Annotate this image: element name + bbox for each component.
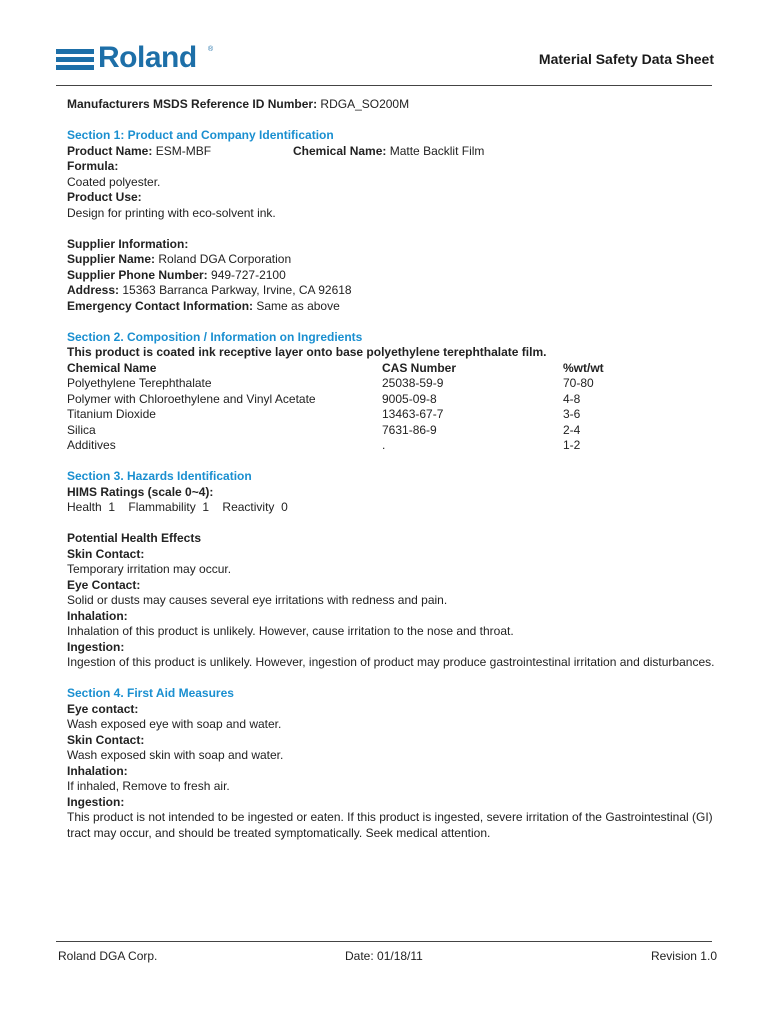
supplier-name-value: Roland DGA Corporation xyxy=(158,252,292,266)
product-name-value: ESM-MBF xyxy=(155,143,212,158)
emergency-line xyxy=(67,299,717,315)
ingredients-header-wt: %wt/wt xyxy=(563,360,604,375)
emergency-label: Emergency Contact Information: xyxy=(67,298,254,313)
logo-stripes-icon xyxy=(56,49,94,71)
footer-rule xyxy=(56,941,712,942)
ingredient-name: Polymer with Chloroethylene and Vinyl Acetate xyxy=(67,391,316,406)
health-effects-label: Potential Health Effects xyxy=(67,531,202,545)
ingredient-name: Additives xyxy=(67,438,116,452)
skin-contact-text: Temporary irritation may occur. xyxy=(67,562,232,576)
footer-date: Date: 01/18/11 xyxy=(345,949,423,963)
reference-id-value: RDGA_SO200M xyxy=(320,97,410,111)
ingestion-label: Ingestion: xyxy=(67,639,125,654)
first-aid-ingestion-text: This product is not intended to be ingested or eaten. If this product is ingested, severe irritation of the Gastrointestinal (GI) tract may occur, and should be treated symptomatically. Seek medical attention. xyxy=(67,810,713,840)
formula-label: Formula: xyxy=(67,159,119,173)
supplier-phone-line xyxy=(67,268,717,284)
ingredient-wt: 1-2 xyxy=(563,438,581,452)
first-aid-skin-label: Skin Contact: xyxy=(67,732,145,747)
composition-intro: This product is coated ink receptive layer onto base polyethylene terephthalate film. xyxy=(67,345,547,359)
ingredient-row xyxy=(67,376,717,392)
ingredient-row xyxy=(67,438,717,454)
ingredient-cas: 25038-59-9 xyxy=(382,376,444,390)
hims-ratings xyxy=(67,500,717,516)
product-name-line xyxy=(67,144,717,160)
roland-logo xyxy=(56,41,216,76)
address-label: Address: xyxy=(67,283,120,297)
hims-health: Health 1 xyxy=(67,500,116,514)
formula-value: Coated polyester. xyxy=(67,174,161,189)
document-title: Material Safety Data Sheet xyxy=(538,51,714,67)
eye-contact-text: Solid or dusts may causes several eye irritations with redness and pain. xyxy=(67,593,448,607)
ingredient-wt: 3-6 xyxy=(563,407,581,421)
ingredient-cas: 9005-09-8 xyxy=(382,391,437,406)
supplier-name-label: Supplier Name: xyxy=(67,252,156,266)
ingredient-wt: 70-80 xyxy=(563,376,594,390)
first-aid-eye-text: Wash exposed eye with soap and water. xyxy=(67,717,282,731)
reference-id-label: Manufacturers MSDS Reference ID Number: xyxy=(67,97,318,111)
supplier-name-line xyxy=(67,252,717,268)
ingestion-text: Ingestion of this product is unlikely. However, ingestion of product may produce gastrointestinal irritation and disturbances. xyxy=(67,655,715,669)
section2-title: Section 2. Composition / Information on Ingredients xyxy=(67,329,363,344)
inhalation-text: Inhalation of this product is unlikely. However, cause irritation to the nose and throat. xyxy=(67,624,514,638)
inhalation-label: Inhalation: xyxy=(67,608,128,623)
address-value: 15363 Barranca Parkway, Irvine, CA 92618 xyxy=(122,283,352,297)
footer-revision: Revision 1.0 xyxy=(650,949,717,963)
ingredient-row xyxy=(67,392,717,408)
page-footer xyxy=(58,949,717,965)
ingredients-header-name: Chemical Name xyxy=(67,360,157,375)
ingredient-row xyxy=(67,407,717,423)
emergency-value: Same as above xyxy=(256,298,340,313)
section3-title: Section 3. Hazards Identification xyxy=(67,469,252,483)
section4-title: Section 4. First Aid Measures xyxy=(67,686,234,700)
reference-id-line xyxy=(67,97,717,113)
ingredient-wt: 4-8 xyxy=(563,391,581,406)
msds-body xyxy=(67,97,717,841)
ingredient-row xyxy=(67,423,717,439)
hims-flammability: Flammability 1 xyxy=(128,500,210,514)
skin-contact-label: Skin Contact: xyxy=(67,546,145,561)
logo-wordmark: Roland xyxy=(98,41,197,74)
header-rule xyxy=(56,85,712,86)
product-use-value: Design for printing with eco-solvent ink. xyxy=(67,205,276,220)
first-aid-ingestion-label: Ingestion: xyxy=(67,794,125,809)
supplier-info-label: Supplier Information: xyxy=(67,236,189,251)
ingredient-cas: . xyxy=(382,438,386,452)
first-aid-inhalation-label: Inhalation: xyxy=(67,763,128,778)
ingredient-name: Silica xyxy=(67,422,96,437)
chemical-name-label: Chemical Name: xyxy=(293,143,387,158)
ingredient-wt: 2-4 xyxy=(563,422,581,437)
ingredient-name: Polyethylene Terephthalate xyxy=(67,376,212,390)
ingredients-header-cas: CAS Number xyxy=(382,360,457,375)
registered-mark: ® xyxy=(208,46,214,53)
first-aid-inhalation-text: If inhaled, Remove to fresh air. xyxy=(67,779,230,793)
hims-label: HIMS Ratings (scale 0~4): xyxy=(67,484,214,499)
first-aid-skin-text: Wash exposed skin with soap and water. xyxy=(67,748,284,762)
product-name-label: Product Name: xyxy=(67,143,153,158)
ingredient-cas: 7631-86-9 xyxy=(382,422,437,437)
hims-reactivity: Reactivity 0 xyxy=(222,500,288,514)
address-line xyxy=(67,283,717,299)
product-use-label: Product Use: xyxy=(67,190,142,204)
supplier-phone-label: Supplier Phone Number: xyxy=(67,267,208,282)
footer-company: Roland DGA Corp. xyxy=(58,949,158,963)
supplier-phone-value: 949-727-2100 xyxy=(211,267,286,282)
section1-title: Section 1: Product and Company Identification xyxy=(67,128,334,142)
chemical-name-value: Matte Backlit Film xyxy=(389,143,485,158)
ingredient-cas: 13463-67-7 xyxy=(382,407,444,421)
first-aid-eye-label: Eye contact: xyxy=(67,701,139,716)
ingredients-header-row xyxy=(67,361,717,377)
eye-contact-label: Eye Contact: xyxy=(67,577,141,592)
ingredient-name: Titanium Dioxide xyxy=(67,407,156,421)
